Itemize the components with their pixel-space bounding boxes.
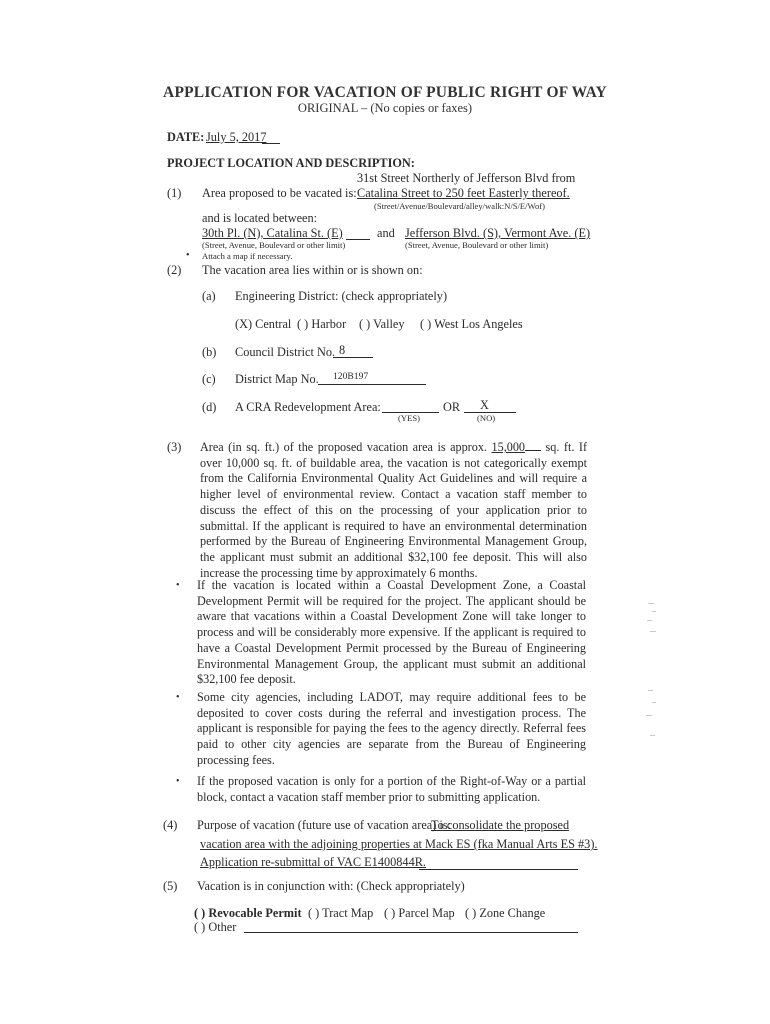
item1-label: Area proposed to be vacated is: [202,186,357,200]
item2d-letter: (d) [202,400,217,414]
purpose-label: Purpose of vacation (future use of vacation area) is: [197,818,452,832]
bullet-3-text: If the proposed vacation is only for a portion of the Right-of-Way or a partial block, contact a vacation staff member prior to submitting application. [197,774,586,804]
bullet-1-marker: • [176,580,180,591]
council-district-rule [333,357,373,358]
between-caption-2: (Street, Avenue, Boulevard or other limit) [405,240,549,250]
item2a-letter: (a) [202,289,216,303]
district-map-label: District Map No. [235,372,319,386]
item3-text-b: sq. ft. If over 10,000 sq. ft. of buildable area, the vacation is not categorically exempt from the California Environmental Quality Act Guidelines and will require a higher level of environmental review. Contact a vacation staff member to discuss the effect of this on the processing of your application prior to submittal. If the applicant is required to have an environmental determination performed by the Bureau of Engineering Environmental Management Group, the applicant must submit an additional $32,100 fee deposit. This will also increase the processing time by approximately 6 months. [200,440,588,580]
item3-text-a: Area (in sq. ft.) of the proposed vacation area is approx. [200,440,487,454]
between-caption-1: (Street, Avenue, Boulevard or other limit) [202,240,346,250]
cra-label: A CRA Redevelopment Area: [235,400,381,414]
council-district-label: Council District No. [235,345,336,359]
purpose-line-1: To consolidate the proposed [431,818,570,832]
purpose-rule [419,869,578,870]
section-title: PROJECT LOCATION AND DESCRIPTION: [167,156,415,170]
scan-speck [650,631,656,632]
district-option-central: (X) Central [235,317,292,331]
item1-number: (1) [167,186,182,200]
item2-text: The vacation area lies within or is shown on: [202,263,423,277]
item5-number: (5) [163,879,178,893]
bullet-2-text: Some city agencies, including LADOT, may require additional fees to be deposited to cover costs during the referral and investigation process. The applicant is responsible for paying the fees to the agency directly. Referral fees paid to other city agencies are separate from the Bureau of Engineering processing fees. [197,690,586,767]
item3-number: (3) [167,440,182,454]
form-subtitle: ORIGINAL – (No copies or faxes) [297,101,473,115]
between-and: and [377,226,395,240]
scan-speck [648,690,653,691]
between-rule-1 [346,239,370,240]
scan-speck [650,735,655,736]
cra-no-value: X [480,398,489,412]
date-label: DATE: [167,130,205,144]
scan-speck [647,620,652,621]
vacated-area-line1: 31st Street Northerly of Jefferson Blvd from [357,171,576,185]
item2b-letter: (b) [202,345,217,359]
between-value-2: Jefferson Blvd. (S), Vermont Ave. (E) [405,226,591,240]
bullet-2-marker: • [176,692,180,703]
purpose-line-3: Application re-submittal of VAC E1400844R. [200,855,426,869]
other-rule [244,932,578,933]
district-option-west-la: ( ) West Los Angeles [420,317,523,331]
option-zone-change: ( ) Zone Change [465,906,546,920]
item4-number: (4) [163,818,178,832]
scan-speck [652,611,656,612]
form-title: APPLICATION FOR VACATION OF PUBLIC RIGHT OF WAY [163,84,607,101]
option-parcel-map: ( ) Parcel Map [384,906,455,920]
bullet-1-text: If the vacation is located within a Coastal Development Zone, a Coastal Development Permit will be required for the project. The applicant should be aware that vacations within a Coastal Development Zone will take longer to process and will be considerably more expensive. If the applicant is required to have a Coastal Development Permit processed by the Bureau of Engineering Environmental Management Group, the applicant must submit an additional $32,100 fee deposit. [197,578,586,687]
between-label: and is located between: [202,211,318,225]
item2c-letter: (c) [202,372,216,386]
scan-speck [646,715,652,716]
between-value-1: 30th Pl. (N), Catalina St. (E) [202,226,343,240]
scan-speck [652,702,656,703]
district-map-rule [318,384,426,385]
date-value: July 5, 2017 [206,130,267,144]
attach-note: Attach a map if necessary. [202,251,293,261]
vacated-area-caption: (Street/Avenue/Boulevard/alley/walk:N/S/E/Wof) [374,201,545,211]
item3-paragraph [200,440,587,581]
conjunction-label: Vacation is in conjunction with: (Check appropriately) [197,879,465,893]
item2-number: (2) [167,263,182,277]
cra-or: OR [443,400,461,414]
area-value: 15,000 [491,440,526,454]
attach-bullet: • [186,250,190,261]
bullet-3-marker: • [176,776,180,787]
district-map-value: 120B197 [333,371,369,382]
item2a-label: Engineering District: (check appropriately) [235,289,448,303]
scan-speck [648,603,654,604]
cra-no-caption: (NO) [477,413,496,423]
council-district-value: 8 [339,343,346,357]
option-other: ( ) Other [194,920,237,934]
purpose-line-2: vacation area with the adjoining properties at Mack ES (fka Manual Arts ES #3). [200,837,598,851]
option-revocable-permit: ( ) Revocable Permit [194,906,302,920]
date-rule [262,143,280,144]
cra-yes-caption: (YES) [398,413,420,423]
district-option-valley: ( ) Valley [359,317,405,331]
option-tract-map: ( ) Tract Map [308,906,374,920]
district-option-harbor: ( ) Harbor [297,317,347,331]
vacated-area-line2: Catalina Street to 250 feet Easterly thereof. [357,186,570,200]
